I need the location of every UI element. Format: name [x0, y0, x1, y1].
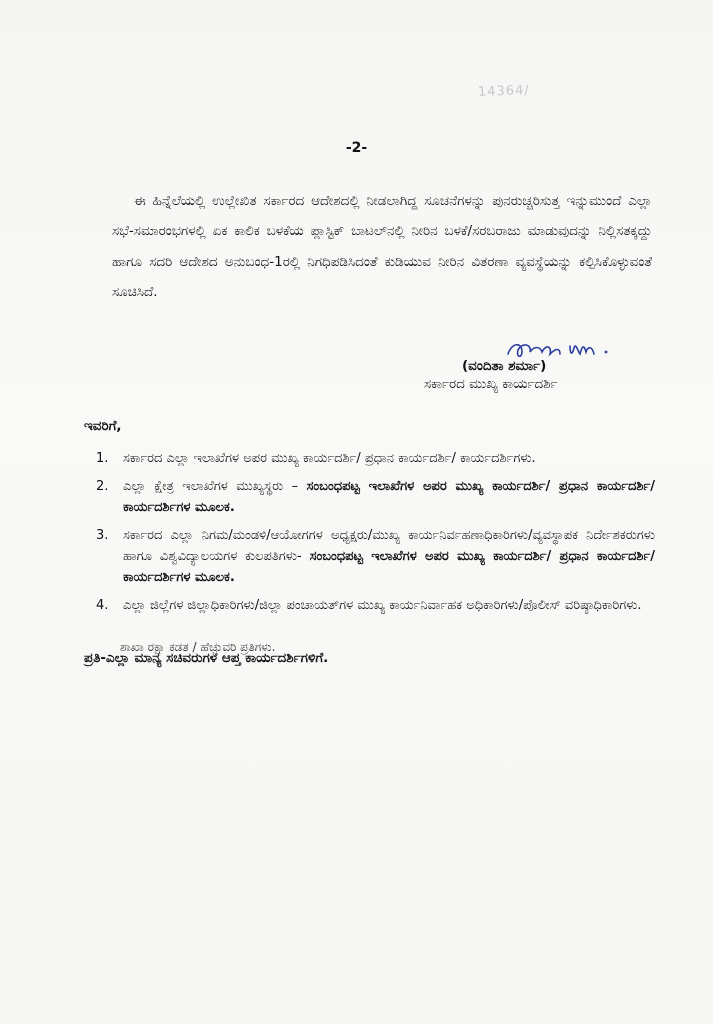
recipient-item [96, 448, 655, 469]
page-number: -2- [345, 140, 368, 156]
recipient-routing: ಸಂಬಂಧಪಟ್ಟ ಇಲಾಖೆಗಳ ಅಪರ ಮುಖ್ಯ ಕಾರ್ಯದರ್ಶಿ/ ಪ್ರಧಾನ ಕಾರ್ಯದರ್ಶಿ/ ಕಾರ್ಯದರ್ಶಿಗಳ ಮೂಲಕ. [123, 479, 655, 515]
recipient-text: ಸರ್ಕಾರದ ಎಲ್ಲಾ ನಿಗಮ/ಮಂಡಳಿ/ಆಯೋಗಗಳ ಅಧ್ಯಕ್ಷರು/ಮುಖ್ಯ ಕಾರ್ಯನಿರ್ವಹಣಾಧಿಕಾರಿಗಳು/ವ್ಯವಸ್ಥಾಪಕ ನಿರ್ದೇಶಕರುಗಳು ಹಾಗೂ ವಿಶ್ವವಿದ್ಯಾಲಯಗಳ ಕುಲಪತಿಗಳು- [123, 528, 655, 564]
copy-to-line: ಪ್ರತಿ-ಎಲ್ಲಾ ಮಾನ್ಯ ಸಚಿವರುಗಳ ಆಪ್ತ ಕಾರ್ಯದರ್ಶಿಗಳಿಗೆ. [84, 650, 329, 666]
signer-title: ಸರ್ಕಾರದ ಮುಖ್ಯ ಕಾರ್ಯದರ್ಶಿ [424, 376, 558, 392]
recipient-number: 4. [96, 598, 109, 613]
recipient-item [96, 525, 655, 588]
faint-stamp-text: 14364/ [477, 83, 530, 100]
recipient-number: 3. [96, 528, 109, 543]
recipient-text: ಸರ್ಕಾರದ ಎಲ್ಲಾ ಇಲಾಖೆಗಳ ಅಪರ ಮುಖ್ಯ ಕಾರ್ಯದರ್ಶಿ/ ಪ್ರಧಾನ ಕಾರ್ಯದರ್ಶಿ/ ಕಾರ್ಯದರ್ಶಿಗಳು. [123, 451, 536, 466]
recipients-list [96, 448, 655, 623]
recipient-text: ಎಲ್ಲಾ ಜಿಲ್ಲೆಗಳ ಜಿಲ್ಲಾಧಿಕಾರಿಗಳು/ಜಿಲ್ಲಾ ಪಂಚಾಯತ್‌ಗಳ ಮುಖ್ಯ ಕಾರ್ಯನಿರ್ವಾಹಕ ಅಧಿಕಾರಿಗಳು/ಪೊಲೀಸ್ ವರಿಷ್ಠಾಧಿಕಾರಿಗಳು. [123, 598, 642, 613]
office-copy-line: ಶಾಖಾ ರಕ್ಷಾ ಕಡತ / ಹೆಚ್ಚುವರಿ ಪ್ರತಿಗಳು. [120, 640, 276, 654]
signer-name: (ವಂದಿತಾ ಶರ್ಮಾ) [462, 358, 547, 374]
recipient-item [96, 476, 655, 518]
recipients-heading: ಇವರಿಗೆ, [84, 418, 122, 434]
recipient-number: 1. [96, 451, 109, 466]
recipient-number: 2. [96, 479, 109, 494]
recipient-item [96, 595, 655, 616]
recipient-routing: ಸಂಬಂಧಪಟ್ಟ ಇಲಾಖೆಗಳ ಅಪರ ಮುಖ್ಯ ಕಾರ್ಯದರ್ಶಿ/ ಪ್ರಧಾನ ಕಾರ್ಯದರ್ಶಿ/ ಕಾರ್ಯದರ್ಶಿಗಳ ಮೂಲಕ. [123, 549, 655, 585]
recipient-text: ಎಲ್ಲಾ ಕ್ಷೇತ್ರ ಇಲಾಖೆಗಳ ಮುಖ್ಯಸ್ಥರು – [123, 479, 307, 494]
body-paragraph: ಈ ಹಿನ್ನೆಲೆಯಲ್ಲಿ ಉಲ್ಲೇಖಿತ ಸರ್ಕಾರದ ಆದೇಶದಲ್ಲಿ ನೀಡಲಾಗಿದ್ದ ಸೂಚನೆಗಳನ್ನು ಪುನರುಚ್ಚರಿಸುತ್ತ ಇನ್ನುಮುಂದೆ ಎಲ್ಲಾ ಸಭೆ-ಸಮಾರಂಭಗಳಲ್ಲಿ ಏಕ ಕಾಲಿಕ ಬಳಕೆಯ ಪ್ಲಾಸ್ಟಿಕ್ ಬಾಟಲ್‌ನಲ್ಲಿ ನೀರಿನ ಬಳಕೆ/ಸರಬರಾಜು ಮಾಡುವುದನ್ನು ನಿಲ್ಲಿಸತಕ್ಕದ್ದು ಹಾಗೂ ಸದರಿ ಆದೇಶದ ಅನುಬಂಧ-1ರಲ್ಲಿ ನಿಗಧಿಪಡಿಸಿದಂತೆ ಕುಡಿಯುವ ನೀರಿನ ವಿತರಣಾ ವ್ಯವಸ್ಥೆಯನ್ನು ಕಲ್ಪಿಸಿಕೊಳ್ಳುವಂತೆ ಸೂಚಿಸಿದೆ. [112, 192, 652, 300]
